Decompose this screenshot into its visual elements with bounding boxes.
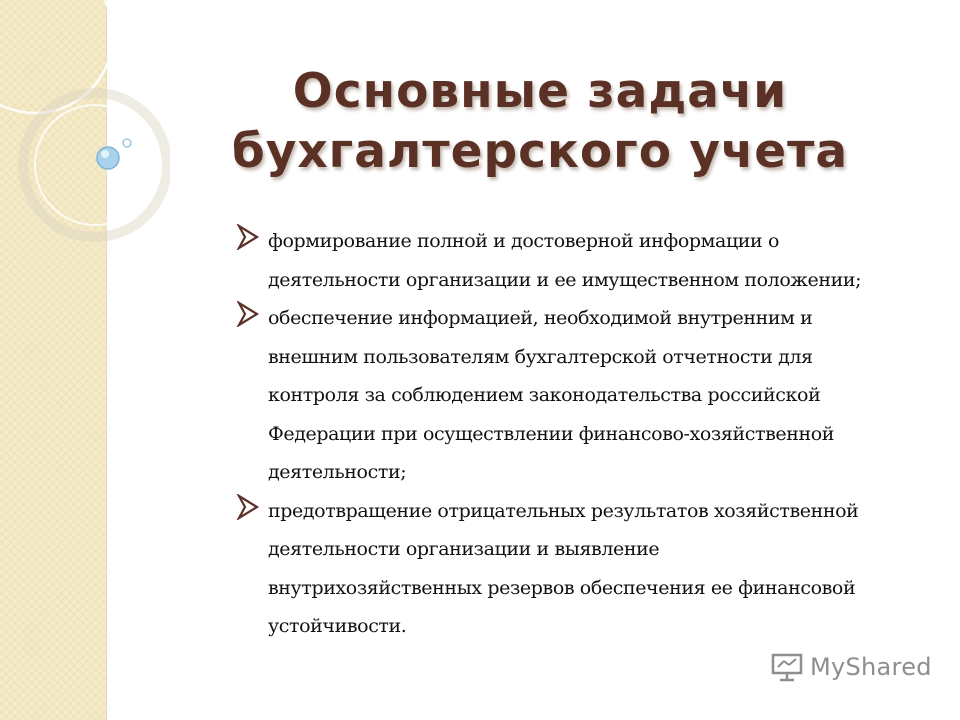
list-item (234, 222, 874, 299)
watermark (770, 652, 932, 682)
list-item (234, 492, 874, 646)
decorative-sidebar (0, 0, 107, 720)
list-item-text: формирование полной и достоверной информации о деятельности организации и ее имущественном положении; (268, 230, 862, 291)
arrow-bullet-icon (236, 301, 260, 327)
list-item (234, 299, 874, 492)
list-item-text: обеспечение информацией, необходимой внутренним и внешним пользователям бухгалтерской отчетности для контроля за соблюдением законодательства российской Федерации при осуществлении финансово-хозяйственной деятельности; (268, 307, 835, 483)
arrow-bullet-icon (236, 224, 260, 250)
list-item-text: предотвращение отрицательных результатов хозяйственной деятельности организации и выявление внутрихозяйственных резервов обеспечения ее финансовой устойчивости. (268, 499, 859, 637)
presentation-board-icon (770, 652, 804, 682)
slide-title: Основные задачи бухгалтерского учета (231, 64, 849, 179)
watermark-text: MyShared (810, 653, 932, 681)
task-list (234, 222, 874, 646)
arrow-bullet-icon (236, 494, 260, 520)
